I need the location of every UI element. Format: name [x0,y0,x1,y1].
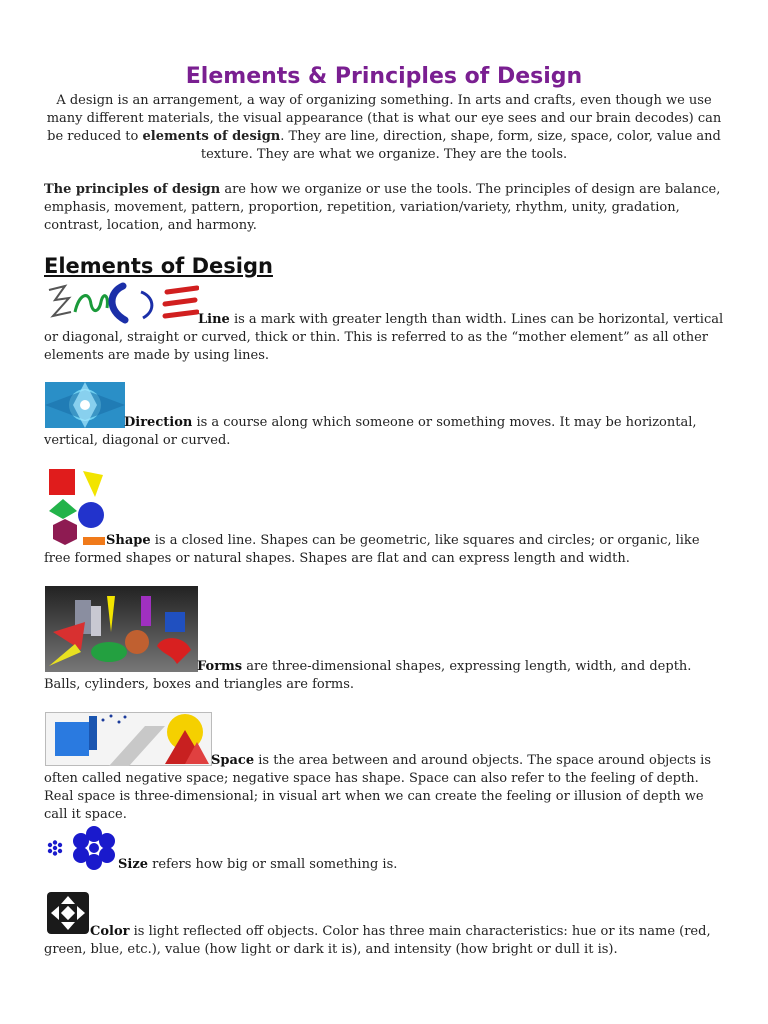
element-description: is a mark with greater length than width. Lines can be horizontal, vertical or diagonal, straight or curved, thick or thin. This is referred to as the “mother element” as all other elements are made by using lines. [44,312,724,363]
element-forms [44,658,724,694]
intro-text-1: A design is an arrangement, a way of organizing something. In arts and crafts, even though we use many different materials, the visual appearance (that is what our eye sees and our brain decodes) can be reduced to [46,93,722,144]
element-shape [44,532,724,568]
document-title: Elements & Principles of Design [185,64,583,89]
principles-bold-term: The principles of design [44,182,221,197]
principles-text: are how we organize or use the tools. The principles of design are balance, emphasis, movement, pattern, proportion, repetition, variation/variety, rhythm, unity, gradation, contrast, location, and harmony. [44,182,721,233]
element-term: Space [211,753,255,768]
element-term: Forms [197,659,243,674]
element-description: are three-dimensional shapes, expressing length, width, and depth. Balls, cylinders, boxes and triangles are forms. [44,659,692,692]
intro-paragraph [44,92,724,164]
element-color [44,923,724,959]
element-term: Color [90,924,130,939]
element-line [44,311,724,365]
element-size [44,856,724,874]
elements-section-heading: Elements of Design [44,254,273,278]
element-term: Line [198,312,230,327]
element-description: is a closed line. Shapes can be geometric, like squares and circles; or organic, like free formed shapes or natural shapes. Shapes are flat and can express length and width. [44,533,700,566]
element-description: refers how big or small something is. [147,857,398,872]
element-term: Direction [124,415,193,430]
element-term: Shape [106,533,151,548]
principles-paragraph [44,181,724,235]
element-direction [44,414,724,450]
element-description: is a course along which someone or something moves. It may be horizontal, vertical, diagonal or curved. [44,415,697,448]
element-description: is light reflected off objects. Color has three main characteristics: hue or its name (red, green, blue, etc.), value (how light or dark it is), and intensity (how bright or dull it is). [44,924,711,957]
intro-text-2: . They are line, direction, shape, form, size, space, color, value and texture. They are what we organize. They are the tools. [200,129,721,162]
element-space [44,752,724,824]
element-term: Size [118,857,148,872]
intro-bold-term: elements of design [142,129,281,144]
element-description: is the area between and around objects. The space around objects is often called negative space; negative space has shape. Space can also refer to the feeling of depth. Real space is three-dimensional; in visual art when we can create the feeling or illusion of depth we call it space. [44,753,712,822]
